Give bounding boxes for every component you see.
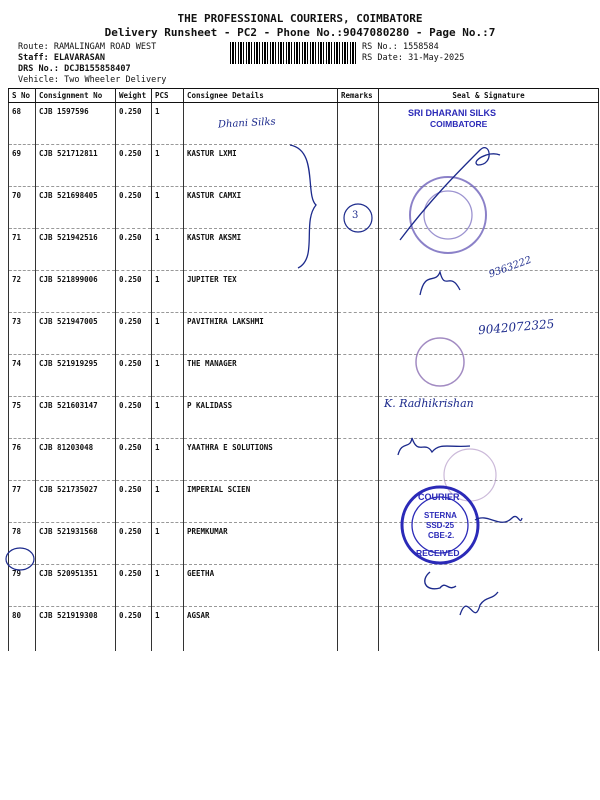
cell-pcs: 1	[152, 313, 184, 355]
cell-pcs: 1	[152, 481, 184, 523]
cell-weight: 0.250	[116, 313, 152, 355]
route-line: Route: RAMALINGAM ROAD WEST	[18, 42, 157, 52]
courier-stamp-bottom: RECEIVED	[416, 548, 460, 558]
col-remarks: Remarks	[338, 89, 379, 103]
cell-remarks	[338, 145, 379, 187]
cell-sno: 73	[9, 313, 36, 355]
col-sno: S No	[9, 89, 36, 103]
cell-sno: 71	[9, 229, 36, 271]
cell-signature	[379, 229, 599, 271]
cell-consignment: CJB 521698405	[36, 187, 116, 229]
cell-sno: 70	[9, 187, 36, 229]
cell-signature	[379, 565, 599, 607]
cell-consignment: CJB 521947005	[36, 313, 116, 355]
signature-name-75: K. Radhikrishan	[384, 397, 474, 410]
cell-sno: 79	[9, 565, 36, 607]
cell-signature	[379, 145, 599, 187]
cell-remarks	[338, 397, 379, 439]
cell-remarks	[338, 313, 379, 355]
cell-sno: 69	[9, 145, 36, 187]
table-row	[9, 397, 599, 439]
cell-remarks	[338, 481, 379, 523]
cell-sno: 75	[9, 397, 36, 439]
cell-pcs: 1	[152, 229, 184, 271]
cell-remarks	[338, 523, 379, 565]
cell-signature	[379, 481, 599, 523]
col-consignment: Consignment No	[36, 89, 116, 103]
table-row	[9, 355, 599, 397]
cell-signature	[379, 271, 599, 313]
cell-consignee: IMPERIAL SCIEN	[184, 481, 338, 523]
runsheet-subtitle: Delivery Runsheet - PC2 - Phone No.:9047080280 - Page No.:7	[104, 26, 496, 39]
cell-pcs: 1	[152, 187, 184, 229]
barcode	[230, 42, 356, 64]
cell-consignment: CJB 521899006	[36, 271, 116, 313]
cell-consignee: P KALIDASS	[184, 397, 338, 439]
cell-weight: 0.250	[116, 103, 152, 145]
courier-stamp-top: COURIER	[418, 492, 460, 502]
cell-remarks	[338, 229, 379, 271]
cell-remarks	[338, 271, 379, 313]
cell-consignee: KASTUR AKSMI	[184, 229, 338, 271]
cell-remarks	[338, 187, 379, 229]
cell-weight: 0.250	[116, 355, 152, 397]
cell-pcs: 1	[152, 271, 184, 313]
col-seal-signature: Seal & Signature	[379, 89, 599, 103]
cell-consignment: CJB 521712811	[36, 145, 116, 187]
cell-weight: 0.250	[116, 145, 152, 187]
col-pcs: PCS	[152, 89, 184, 103]
cell-weight: 0.250	[116, 271, 152, 313]
cell-consignee: PAVITHIRA LAKSHMI	[184, 313, 338, 355]
cell-signature	[379, 355, 599, 397]
table-row	[9, 145, 599, 187]
cell-sno: 72	[9, 271, 36, 313]
cell-consignee: KASTUR CAMXI	[184, 187, 338, 229]
cell-sno: 68	[9, 103, 36, 145]
table-row	[9, 271, 599, 313]
table-row	[9, 481, 599, 523]
cell-pcs: 1	[152, 607, 184, 652]
courier-stamp-line3: CBE-2.	[428, 531, 455, 540]
rs-date-line: RS Date: 31-May-2025	[362, 53, 465, 63]
cell-weight: 0.250	[116, 187, 152, 229]
cell-consignee: YAATHRA E SOLUTIONS	[184, 439, 338, 481]
handwritten-consignee: Dhani Silks	[217, 116, 276, 131]
cell-sno: 76	[9, 439, 36, 481]
cell-consignment: CJB 521919295	[36, 355, 116, 397]
courier-stamp-line1: STERNA	[424, 511, 457, 520]
col-weight: Weight	[116, 89, 152, 103]
cell-pcs: 1	[152, 439, 184, 481]
cell-consignment: CJB 1597596	[36, 103, 116, 145]
cell-consignment: CJB 521735027	[36, 481, 116, 523]
courier-stamp-line2: SSD-25	[426, 521, 455, 530]
cell-signature	[379, 187, 599, 229]
cell-consignee: THE MANAGER	[184, 355, 338, 397]
cell-consignment: CJB 521931568	[36, 523, 116, 565]
cell-weight: 0.250	[116, 565, 152, 607]
cell-remarks	[338, 355, 379, 397]
cell-signature	[379, 439, 599, 481]
cell-consignment: CJB 521942516	[36, 229, 116, 271]
cell-weight: 0.250	[116, 607, 152, 652]
staff-line: Staff: ELAVARASAN	[18, 53, 106, 63]
cell-remarks	[338, 607, 379, 652]
seal-stamp-name: SRI DHARANI SILKS	[408, 108, 497, 118]
cell-weight: 0.250	[116, 397, 152, 439]
table-row	[9, 103, 599, 145]
cell-signature	[379, 607, 599, 652]
cell-sno: 74	[9, 355, 36, 397]
cell-consignee: AGSAR	[184, 607, 338, 652]
cell-sno: 80	[9, 607, 36, 652]
cell-remarks	[338, 439, 379, 481]
cell-consignment: CJB 81203048	[36, 439, 116, 481]
cell-consignee: PREMKUMAR	[184, 523, 338, 565]
cell-consignee: KASTUR LXMI	[184, 145, 338, 187]
cell-remarks	[338, 103, 379, 145]
cell-pcs: 1	[152, 355, 184, 397]
cell-sno: 78	[9, 523, 36, 565]
cell-pcs: 1	[152, 145, 184, 187]
cell-consignee: GEETHA	[184, 565, 338, 607]
signature-phone-72: 9363222	[487, 254, 534, 281]
table-row	[9, 523, 599, 565]
drs-line: DRS No.: DCJB155858407	[18, 64, 131, 74]
company-title: THE PROFESSIONAL COURIERS, COIMBATORE	[177, 12, 423, 25]
cell-weight: 0.250	[116, 481, 152, 523]
cell-consignee: JUPITER TEX	[184, 271, 338, 313]
cell-consignment: CJB 520951351	[36, 565, 116, 607]
cell-pcs: 1	[152, 397, 184, 439]
cell-weight: 0.250	[116, 229, 152, 271]
seal-stamp-city: COIMBATORE	[430, 119, 488, 129]
cell-weight: 0.250	[116, 523, 152, 565]
cell-consignment: CJB 521603147	[36, 397, 116, 439]
rs-no-line: RS No.: 1558584	[362, 42, 439, 52]
table-row	[9, 565, 599, 607]
cell-remarks	[338, 565, 379, 607]
table-row	[9, 607, 599, 652]
cell-pcs: 1	[152, 565, 184, 607]
signature-phone-73: 9042072325	[477, 316, 555, 338]
table-row	[9, 439, 599, 481]
cell-consignment: CJB 521919308	[36, 607, 116, 652]
runsheet-table	[8, 88, 599, 651]
cell-sno: 77	[9, 481, 36, 523]
vehicle-line: Vehicle: Two Wheeler Delivery	[18, 75, 167, 85]
cell-weight: 0.250	[116, 439, 152, 481]
cell-pcs: 1	[152, 103, 184, 145]
cell-signature	[379, 523, 599, 565]
table-header-row	[9, 89, 599, 103]
table-row	[9, 187, 599, 229]
cell-pcs: 1	[152, 523, 184, 565]
col-consignee: Consignee Details	[184, 89, 338, 103]
remark-circle-number: 3	[352, 210, 359, 221]
